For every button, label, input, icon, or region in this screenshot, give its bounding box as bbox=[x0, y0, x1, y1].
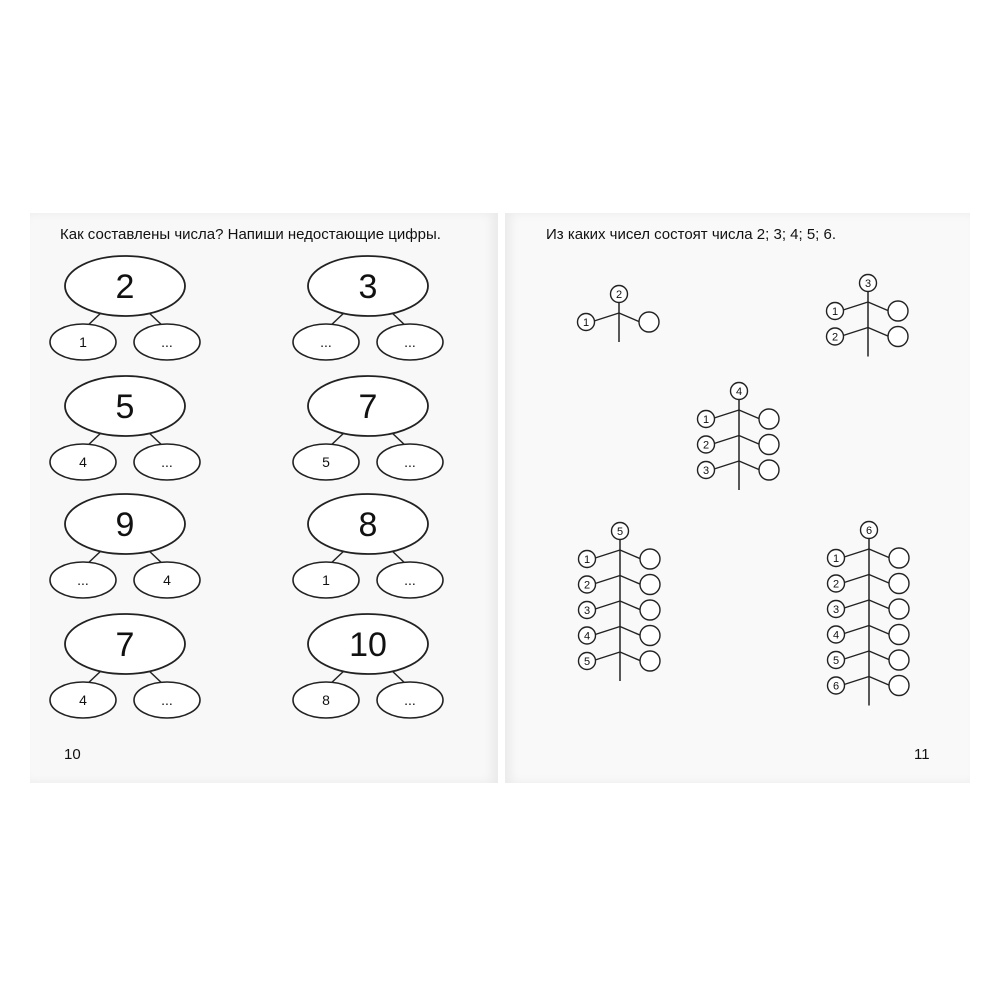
tree-branch bbox=[841, 549, 869, 558]
total-number: 7 bbox=[115, 626, 135, 664]
tree-top-value: 4 bbox=[735, 386, 743, 398]
part-right-value: ... bbox=[404, 334, 416, 350]
tree-branch bbox=[841, 626, 869, 635]
tree-branch bbox=[592, 627, 620, 636]
total-number: 7 bbox=[358, 388, 378, 426]
tree-branch bbox=[711, 436, 739, 445]
tree-branch bbox=[840, 302, 868, 311]
tree-branch bbox=[620, 550, 641, 559]
part-left-value: 4 bbox=[79, 692, 87, 708]
tree-branch bbox=[739, 461, 760, 470]
branch-left-value: 2 bbox=[831, 331, 839, 344]
number-tree-2 bbox=[578, 286, 660, 343]
tree-top-value: 5 bbox=[616, 526, 624, 538]
right-instruction: Из каких чисел состоят числа 2; 3; 4; 5; 6. bbox=[546, 226, 837, 243]
part-right-value: ... bbox=[404, 692, 416, 708]
number-tree-3 bbox=[827, 275, 909, 357]
left-instruction: Как составлены числа? Напиши недостающие цифры. bbox=[60, 226, 441, 243]
branch-right-circle[interactable] bbox=[888, 301, 908, 321]
tree-branch bbox=[592, 601, 620, 610]
branch-left-value: 1 bbox=[831, 306, 839, 318]
part-left-value: 5 bbox=[322, 454, 330, 470]
part-right-value: ... bbox=[161, 334, 173, 350]
branch-left-value: 1 bbox=[582, 317, 590, 329]
branch-left-value: 2 bbox=[832, 578, 840, 591]
tree-branch bbox=[841, 575, 869, 584]
number-tree-6 bbox=[828, 522, 910, 706]
tree-branch bbox=[869, 677, 890, 686]
part-right-value: ... bbox=[161, 454, 173, 470]
branch-left-value: 3 bbox=[832, 604, 840, 616]
tree-branch bbox=[620, 576, 641, 585]
tree-branch bbox=[739, 410, 760, 419]
tree-branch bbox=[592, 576, 620, 585]
tree-branch bbox=[739, 436, 760, 445]
decomposition-4 bbox=[293, 376, 443, 480]
tree-branch bbox=[620, 652, 641, 661]
branch-right-circle[interactable] bbox=[889, 599, 909, 619]
left-page-number: 10 bbox=[64, 746, 81, 763]
part-right-value: 4 bbox=[163, 572, 171, 588]
total-number: 10 bbox=[349, 626, 387, 664]
total-number: 8 bbox=[358, 506, 378, 544]
branch-right-circle[interactable] bbox=[640, 575, 660, 595]
branch-right-circle[interactable] bbox=[889, 574, 909, 594]
decomposition-2 bbox=[293, 256, 443, 360]
part-left-value: ... bbox=[77, 572, 89, 588]
tree-branch bbox=[620, 601, 641, 610]
branch-right-circle[interactable] bbox=[889, 625, 909, 645]
decomposition-1 bbox=[50, 256, 200, 360]
tree-branch bbox=[841, 677, 869, 686]
tree-branch bbox=[869, 626, 890, 635]
number-tree-4 bbox=[698, 383, 780, 491]
decomposition-8 bbox=[293, 614, 443, 718]
branch-right-circle[interactable] bbox=[759, 460, 779, 480]
branch-right-circle[interactable] bbox=[889, 548, 909, 568]
tree-top-value: 2 bbox=[615, 289, 623, 301]
total-number: 9 bbox=[115, 506, 135, 544]
branch-left-value: 4 bbox=[583, 630, 591, 643]
tree-branch bbox=[868, 328, 889, 337]
total-number: 5 bbox=[115, 388, 135, 426]
branch-left-value: 1 bbox=[702, 414, 710, 426]
part-right-value: ... bbox=[404, 454, 416, 470]
branch-right-circle[interactable] bbox=[889, 676, 909, 696]
branch-left-value: 5 bbox=[832, 655, 840, 667]
tree-branch bbox=[869, 575, 890, 584]
tree-branch bbox=[868, 302, 889, 311]
tree-branch bbox=[619, 313, 640, 322]
tree-branch bbox=[592, 550, 620, 559]
branch-left-value: 1 bbox=[832, 553, 840, 565]
branch-left-value: 1 bbox=[583, 554, 591, 566]
branch-right-circle[interactable] bbox=[888, 327, 908, 347]
tree-branch bbox=[592, 652, 620, 661]
branch-right-circle[interactable] bbox=[640, 626, 660, 646]
tree-branch bbox=[869, 651, 890, 660]
branch-right-circle[interactable] bbox=[889, 650, 909, 670]
part-left-value: 1 bbox=[322, 572, 330, 588]
branch-right-circle[interactable] bbox=[759, 435, 779, 455]
branch-left-value: 5 bbox=[583, 656, 591, 668]
tree-branch bbox=[841, 651, 869, 660]
part-left-value: 4 bbox=[79, 454, 87, 470]
tree-branch bbox=[620, 627, 641, 636]
decomposition-5 bbox=[50, 494, 200, 598]
number-tree-5 bbox=[579, 523, 661, 682]
decomposition-3 bbox=[50, 376, 200, 480]
tree-branch bbox=[711, 410, 739, 419]
tree-top-value: 6 bbox=[865, 525, 873, 537]
part-left-value: ... bbox=[320, 334, 332, 350]
total-number: 2 bbox=[115, 268, 135, 306]
part-left-value: 1 bbox=[79, 334, 87, 350]
branch-left-value: 2 bbox=[583, 579, 591, 592]
part-right-value: ... bbox=[404, 572, 416, 588]
part-left-value: 8 bbox=[322, 692, 330, 708]
branch-left-value: 3 bbox=[583, 605, 591, 617]
branch-left-value: 2 bbox=[702, 439, 710, 452]
tree-branch bbox=[869, 549, 890, 558]
tree-branch bbox=[711, 461, 739, 470]
decomposition-7 bbox=[50, 614, 200, 718]
tree-branch bbox=[869, 600, 890, 609]
branch-left-value: 6 bbox=[832, 680, 840, 693]
part-right-value: ... bbox=[161, 692, 173, 708]
branch-left-value: 4 bbox=[832, 629, 840, 642]
tree-branch bbox=[841, 600, 869, 609]
branch-right-circle[interactable] bbox=[640, 651, 660, 671]
decomposition-6 bbox=[293, 494, 443, 598]
branch-right-circle[interactable] bbox=[640, 600, 660, 620]
branch-left-value: 3 bbox=[702, 465, 710, 477]
total-number: 3 bbox=[358, 268, 378, 306]
branch-right-circle[interactable] bbox=[759, 409, 779, 429]
branch-right-circle[interactable] bbox=[639, 312, 659, 332]
tree-branch bbox=[840, 328, 868, 337]
right-page-number: 11 bbox=[914, 746, 930, 763]
tree-branch bbox=[591, 313, 619, 322]
branch-right-circle[interactable] bbox=[640, 549, 660, 569]
tree-top-value: 3 bbox=[864, 278, 872, 290]
